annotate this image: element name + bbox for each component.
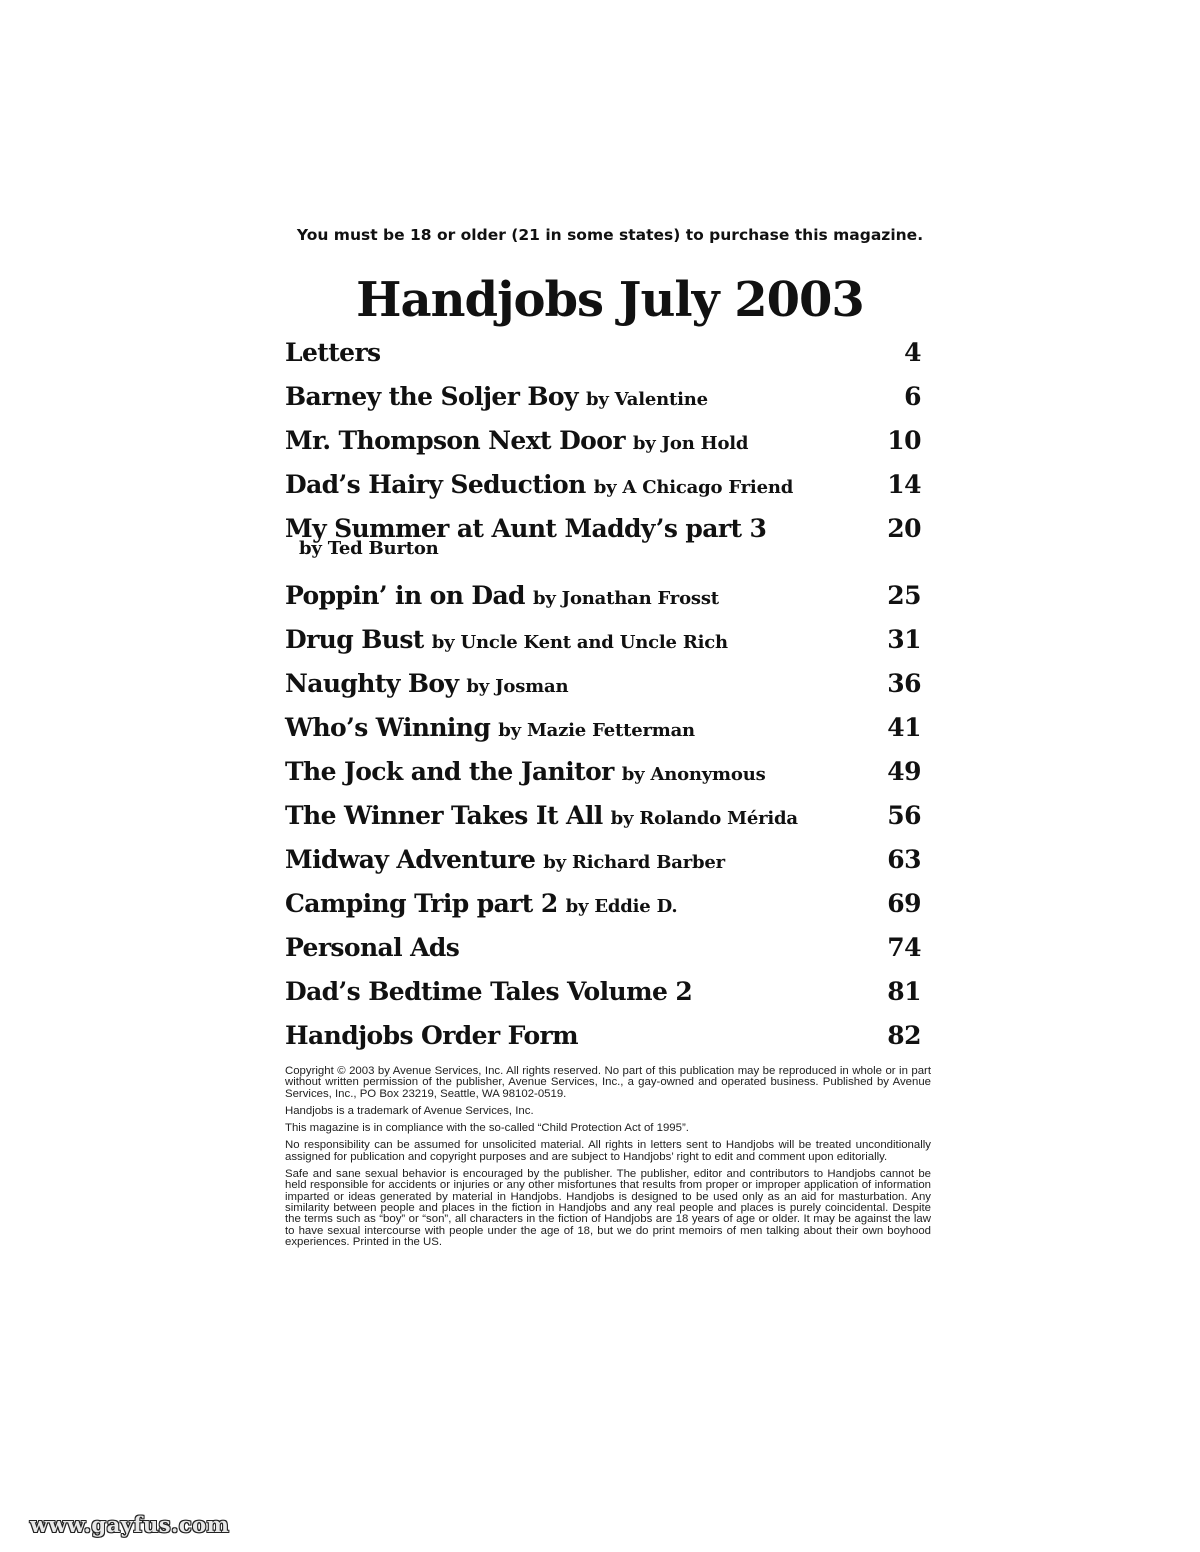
toc-entry-title: Midway Adventure [285,845,536,874]
toc-entry-order-form [285,1021,921,1065]
toc-entry-page: 69 [887,889,921,918]
toc-entry-my-summer-at-aunt-maddys [285,514,921,581]
toc-entry-page: 82 [887,1021,921,1050]
toc-entry-author: by Anonymous [621,764,766,785]
toc-entry-author: by Ted Burton [299,538,439,559]
toc-entry-title: The Winner Takes It All [285,801,603,830]
toc-entry-the-winner-takes-it-all [285,801,921,845]
toc-entry-page: 4 [904,338,921,367]
toc-entry-drug-bust [285,625,921,669]
age-notice: You must be 18 or older (21 in some states) to purchase this magazine. [296,226,924,244]
toc-entry-title: Dad’s Hairy Seduction [285,470,586,499]
toc-entry-author: by Jon Hold [632,433,749,454]
toc-entry-author: by Jonathan Frosst [532,588,719,609]
toc-entry-author: by Mazie Fetterman [498,720,695,741]
page-title: Handjobs July 2003 [356,272,864,328]
toc-entry-page: 14 [887,470,921,499]
toc-entry-page: 41 [887,713,921,742]
toc-entry-title: Mr. Thompson Next Door [285,426,625,455]
trademark-paragraph: Handjobs is a trademark of Avenue Services, Inc. [285,1104,534,1117]
toc-entry-page: 25 [887,581,921,610]
toc-entry-author: by Rolando Mérida [610,808,798,829]
copyright-paragraph: Copyright © 2003 by Avenue Services, Inc. All rights reserved. No part of this publication may be reproduced in whole or in part without written permission of the publisher, Avenue Services, Inc., a gay-owned and operated business. Published by Avenue Services, Inc., PO Box 23219, Seattle, WA 98102-0519. [285,1065,931,1100]
toc-entry-personal-ads [285,933,921,977]
toc-entry-title: Who’s Winning [285,713,491,742]
toc-entry-title: Naughty Boy [285,669,459,698]
toc-entry-page: 56 [887,801,921,830]
toc-entry-page: 63 [887,845,921,874]
toc-entry-author: by Josman [466,676,569,697]
toc-entry-title: Drug Bust [285,625,424,654]
table-of-contents [285,338,921,1065]
toc-entry-page: 10 [887,426,921,455]
toc-entry-title: Poppin’ in on Dad [285,581,525,610]
toc-entry-page: 81 [887,977,921,1006]
toc-entry-title: My Summer at Aunt Maddy’s part 3 [285,514,767,543]
toc-entry-poppin-in-on-dad [285,581,921,625]
toc-entry-title: Dad’s Bedtime Tales Volume 2 [285,977,693,1006]
toc-entry-the-jock-and-the-janitor [285,757,921,801]
toc-entry-page: 6 [904,382,921,411]
toc-entry-page: 74 [887,933,921,962]
toc-entry-title: Camping Trip part 2 [285,889,558,918]
compliance-paragraph: This magazine is in compliance with the so-called “Child Protection Act of 1995”. [285,1122,689,1135]
toc-entry-dads-bedtime-tales [285,977,921,1021]
toc-entry-page: 49 [887,757,921,786]
site-watermark: www.gayfus.com [30,1512,230,1537]
toc-entry-letters [285,338,921,382]
toc-entry-page: 20 [887,514,921,543]
toc-entry-author: by Valentine [585,389,708,410]
toc-entry-author: by A Chicago Friend [593,477,794,498]
disclaimer-paragraph: Safe and sane sexual behavior is encouraged by the publisher. The publisher, editor and contributors to Handjobs cannot be held responsible for accidents or injuries or any other misfortunes that results from proper or improper application of information imparted or ideas generated by material in Handjobs. Handjobs is designed to be used only as an aid for masturbation. Any similarity between people and places in the fiction in Handjobs and any real people and places is purely coincidental. Despite the terms such as “boy” or “son”, all characters in the fiction of Handjobs are 18 years of age or older. It may be against the law to have sexual intercourse with people under the age of 18, but we do print memoirs of men talking about their own boyhood experiences. Printed in the US. [285,1168,931,1248]
toc-entry-title: Personal Ads [285,933,460,962]
toc-entry-camping-trip [285,889,921,933]
legal-fine-print [285,1066,931,1254]
toc-entry-midway-adventure [285,845,921,889]
toc-entry-title: Barney the Soljer Boy [285,382,578,411]
toc-entry-page: 31 [887,625,921,654]
toc-entry-author: by Richard Barber [543,852,725,873]
toc-entry-mr-thompson-next-door [285,426,921,470]
toc-entry-naughty-boy [285,669,921,713]
unsolicited-material-paragraph: No responsibility can be assumed for unsolicited material. All rights in letters sent to Handjobs will be treated unconditionally assigned for publication and copyright purposes and are subject to Handjobs’ right to edit and comment upon editorially. [285,1139,931,1163]
toc-entry-title: Handjobs Order Form [285,1021,578,1050]
toc-entry-author: by Uncle Kent and Uncle Rich [431,632,728,653]
toc-entry-whos-winning [285,713,921,757]
toc-entry-author: by Eddie D. [565,896,678,917]
toc-entry-title: The Jock and the Janitor [285,757,614,786]
toc-entry-title: Letters [285,338,381,367]
toc-entry-page: 36 [887,669,921,698]
toc-entry-dads-hairy-seduction [285,470,921,514]
toc-entry-barney-the-soljer-boy [285,382,921,426]
